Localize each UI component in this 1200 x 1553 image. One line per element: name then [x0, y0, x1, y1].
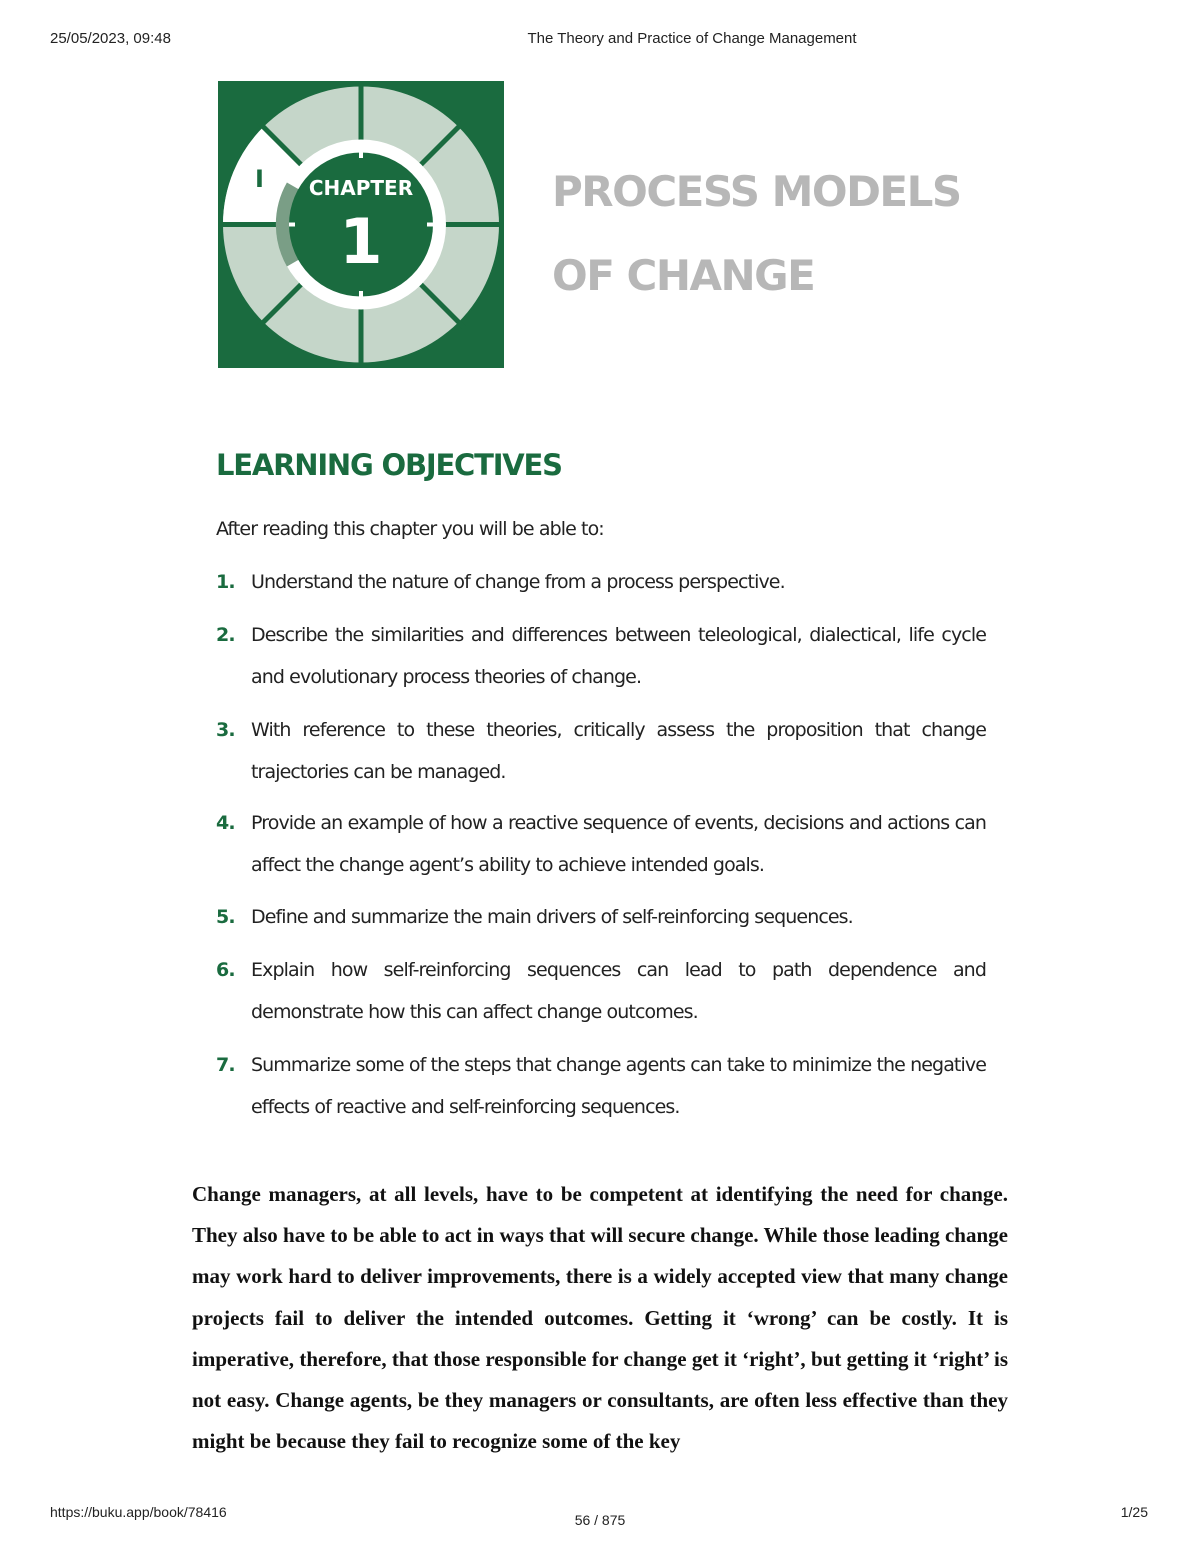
page-indicator: 56 / 875 [574, 1512, 626, 1528]
learning-objectives-heading: LEARNING OBJECTIVES [216, 448, 562, 482]
chapter-title-line2: OF CHANGE [552, 251, 815, 300]
part-numeral: I [255, 165, 264, 193]
objective-text: Provide an example of how a reactive sequence of events, decisions and actions can affect the change agent’s ability to achieve intended goals. [251, 812, 986, 876]
objective-item [216, 949, 986, 1033]
learning-objectives-intro: After reading this chapter you will be able to: [216, 518, 604, 540]
chapter-badge [218, 81, 504, 368]
objective-text: Understand the nature of change from a process perspective. [251, 571, 785, 593]
objective-text: Explain how self-reinforcing sequences can lead to path dependence and demonstrate how this can affect change outcomes. [251, 959, 986, 1023]
objective-text: Describe the similarities and differences between teleological, dialectical, life cycle and evolutionary process theories of change. [251, 624, 986, 688]
objective-number: 6. [216, 959, 235, 981]
print-timestamp: 25/05/2023, 09:48 [50, 30, 171, 47]
objective-item [216, 614, 986, 698]
objective-item [216, 709, 986, 793]
chapter-title [552, 150, 961, 318]
objective-number: 2. [216, 624, 235, 646]
objective-text: Summarize some of the steps that change agents can take to minimize the negative effects of reactive and self-reinforcing sequences. [251, 1054, 986, 1118]
footer-url[interactable]: https://buku.app/book/78416 [50, 1504, 227, 1520]
chapter-title-line1: PROCESS MODELS [552, 167, 961, 216]
objective-number: 5. [216, 906, 235, 928]
objective-number: 4. [216, 812, 235, 834]
chapter-label: CHAPTER [308, 176, 414, 200]
body-paragraph: Change managers, at all levels, have to be competent at identifying the need for change. They also have to be able to act in ways that will secure change. While those leading change may work hard to deliver improvements, there is a widely accepted view that many change projects fail to deliver the intended outcomes. Getting it ‘wrong’ can be costly. It is imperative, therefore, that those responsible for change get it ‘right’, but getting it ‘right’ is not easy. Change agents, be they managers or consultants, are often less effective than they might be because they fail to recognize some of the key [192, 1182, 1008, 1454]
objective-number: 3. [216, 719, 235, 741]
objective-number: 7. [216, 1054, 235, 1076]
sheet-number: 1/25 [1120, 1504, 1148, 1520]
objective-text: Define and summarize the main drivers of self-reinforcing sequences. [251, 906, 853, 928]
objective-number: 1. [216, 571, 235, 593]
chapter-number: 1 [339, 205, 383, 278]
objective-text: With reference to these theories, critically assess the proposition that change trajectories can be managed. [251, 719, 986, 783]
objective-item [216, 1044, 986, 1128]
objective-item [216, 802, 986, 886]
chapter-wheel-icon [218, 81, 504, 368]
print-document-title: The Theory and Practice of Change Management [527, 30, 857, 47]
objective-item [216, 561, 986, 603]
objective-item [216, 896, 986, 938]
